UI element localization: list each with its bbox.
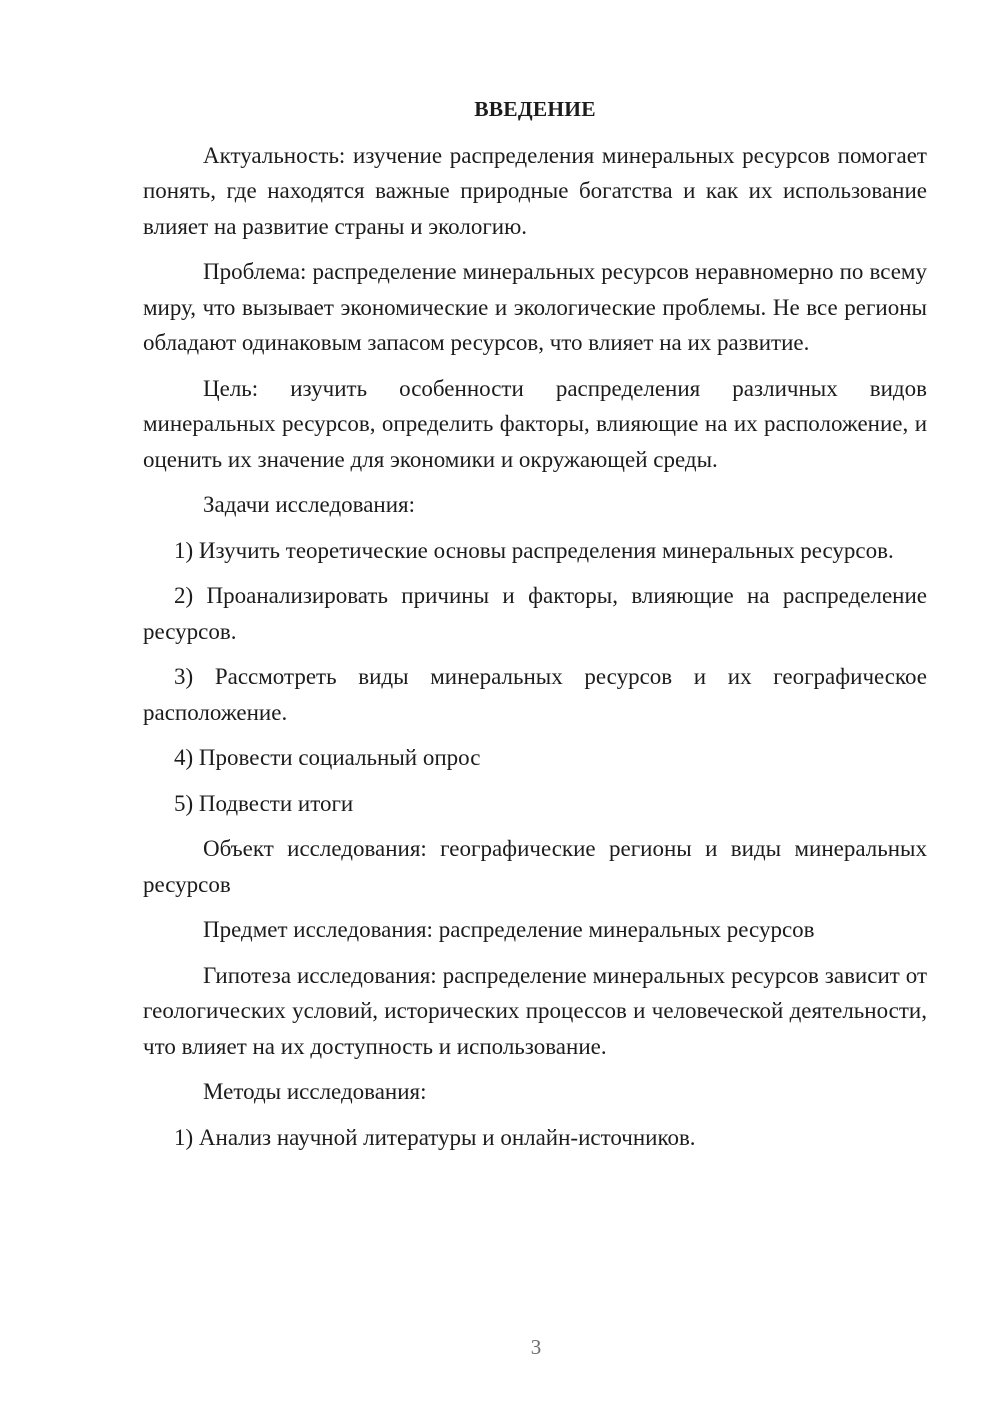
methods-heading: Методы исследования: [203,1079,427,1104]
goal-paragraph: Цель: изучить особенности распределения различных видов минеральных ресурсов, определить факторы, влияющие на их расположение, и оценить их значение для экономики и окружающей среды. [143,375,927,472]
method-item-1: 1) Анализ научной литературы и онлайн-источников. [174,1124,696,1150]
object-paragraph: Объект исследования: географические регионы и виды минеральных ресурсов [143,836,927,897]
task-item-2: 2) Проанализировать причины и факторы, влияющие на распределение ресурсов. [143,583,927,644]
task-item-4: 4) Провести социальный опрос [174,745,481,770]
tasks-heading: Задачи исследования: [203,492,416,517]
task-item-3: 3) Рассмотреть виды минеральных ресурсов и их географическое расположение. [143,664,927,725]
problem-paragraph: Проблема: распределение минеральных ресурсов неравномерно по всему миру, что вызывает экономические и экологические проблемы. Не все регионы обладают одинаковым запасом ресурсов, что влияет на их развитие. [143,259,927,355]
relevance-paragraph: Актуальность: изучение распределения минеральных ресурсов помогает понять, где находятся важные природные богатства и как их использование влияет на развитие страны и экологию. [143,142,927,239]
task-item-5: 5) Подвести итоги [174,790,354,816]
task-item-1: 1) Изучить теоретические основы распределения минеральных ресурсов. [174,537,894,563]
page-title: ВВЕДЕНИЕ [474,97,596,121]
page-number: 3 [530,1335,542,1359]
subject-paragraph: Предмет исследования: распределение минеральных ресурсов [203,917,815,942]
hypothesis-paragraph: Гипотеза исследования: распределение минеральных ресурсов зависит от геологических условий, исторических процессов и человеческой деятельности, что влияет на их доступность и использование. [143,962,927,1059]
page-body [143,92,927,1165]
